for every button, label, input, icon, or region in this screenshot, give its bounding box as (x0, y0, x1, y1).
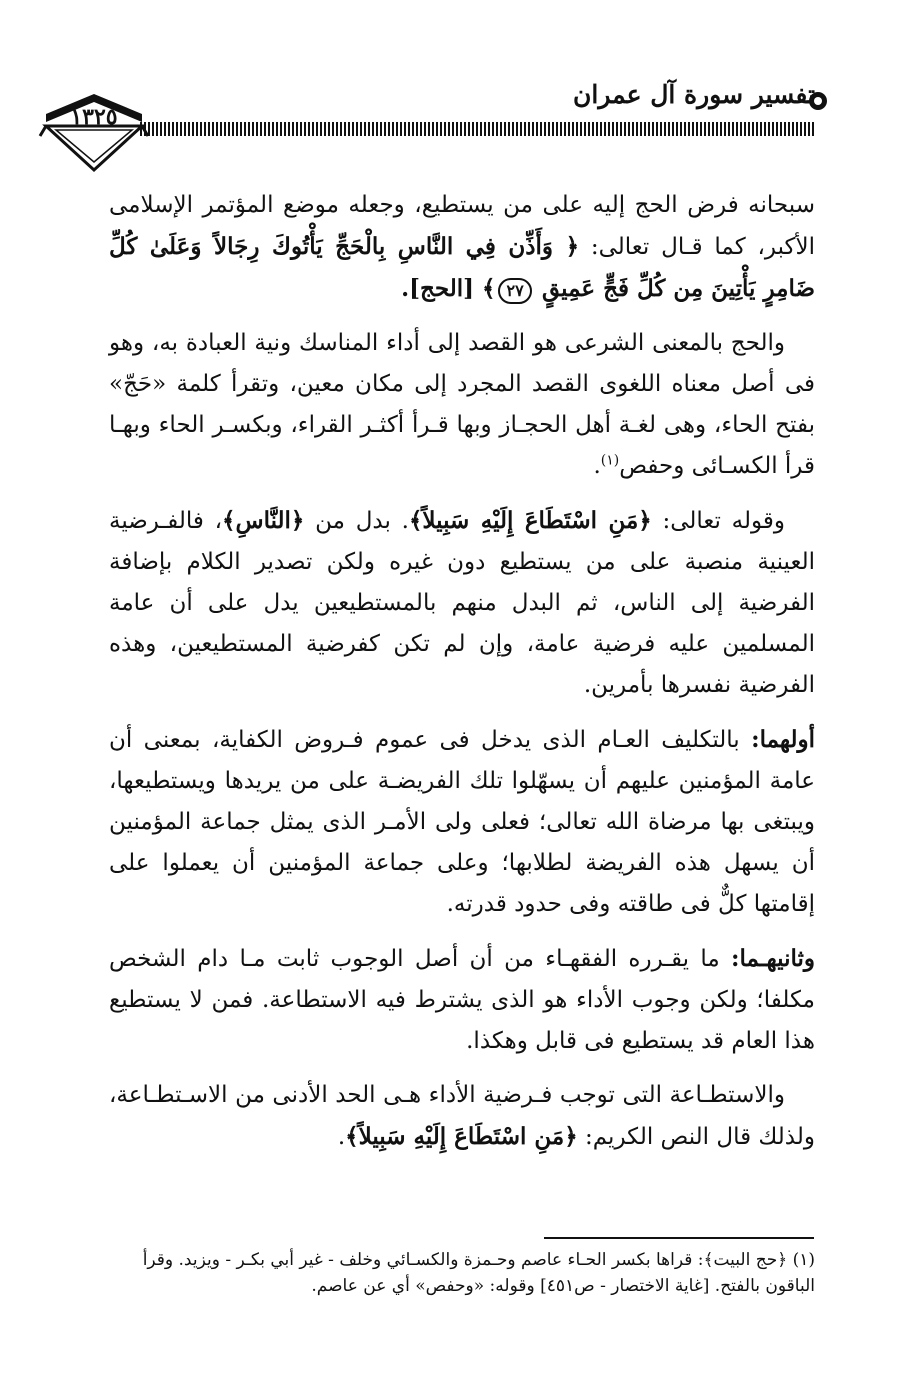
paragraph-2 (109, 323, 815, 487)
point-label: أولهما: (751, 726, 815, 753)
text-run: . بدل من (304, 508, 409, 534)
text-run: ، فالفـرضية العينية منصبة على من يستطيع دون غيره ولكن تصدير الكلام بإضافة الفرضية إلى الناس، ثم البدل منهم بالمستطيعين يدل على أن عامة المسلمين عليه فرضية عامة، وإن لم تكن كفرضية المستطيعين، وهذه الفرضية نفسرها بأمرين. (109, 508, 815, 698)
paragraph-1 (109, 185, 815, 310)
text-run: والحج بالمعنى الشرعى هو القصد إلى أداء المناسك ونية العبادة به، وهو فى أصل معناه اللغوى القصد المجرد إلى مكان معين، وتقرأ كلمة «حَجّ» بفتح الحاء، وهى لغـة أهل الحجـاز وبها قـرأ أكثـر القراء، وبكسـر الحاء وبهـا قرأ الكسـائى وحفص (109, 330, 815, 479)
footnote-rule (544, 1237, 814, 1239)
quran-verse: ﴿النَّاسِ﴾ (222, 507, 305, 534)
footnote-line: (١) ﴿حج البيت﴾: قراها بكسر الحـاء عاصم وحـمزة والكسـائي وخلف - غير أبي بكـر - ويزيد. وقرأ (142, 1250, 815, 1270)
header-rule (140, 122, 815, 136)
quran-verse: ﴿مَنِ اسْتَطَاعَ إِلَيْهِ سَبِيلاً﴾ (408, 507, 652, 534)
paragraph-5 (109, 938, 815, 1062)
page-number: ١٣٢٥ (70, 104, 118, 130)
paragraph-6 (109, 1075, 815, 1158)
quran-close: ﴾ (481, 275, 496, 302)
text-run: . (593, 453, 601, 479)
quran-verse: ﴿ وَأَذِّن فِي النَّاسِ بِالْحَجِّ يَأْتُوكَ رِجَالاً وَعَلَىٰ كُلِّ ضَامِرٍ يَأْتِينَ مِن كُلِّ فَجٍّ عَمِيقٍ (109, 233, 815, 302)
paragraph-4 (109, 719, 815, 925)
text-run: . (337, 1124, 346, 1150)
running-title: تفسير سورة آل عمران (573, 80, 815, 109)
paragraph-3 (109, 500, 815, 706)
text-run: ما يقـرره الفقهـاء من أن أصل الوجوب ثابت مـا دام الشخص مكلفا؛ ولكن وجوب الأداء هو الذى يشترط فيه الاستطاعة. فمن لا يستطيع هذا العام قد يستطيع فى قابل وهكذا. (109, 946, 815, 1054)
ayah-number: ٢٧ (498, 278, 531, 304)
text-run: سبحانه فرض الحج إليه على من يستطيع، وجعله موضع المؤتمر الإسلامى الأكبر، كما قـال تعالى: (109, 192, 815, 260)
surah-ref: [الحج]. (401, 275, 482, 302)
text-run: بالتكليف العـام الذى يدخل فى عموم فـروض الكفاية، بمعنى أن عامة المؤمنين عليهم أن يسهّلوا تلك الفريضـة على من يريدها ويستطيعها، ويبتغى بها مرضاة الله تعالى؛ فعلى ولى الأمـر الذى يمثل جماعة المؤمنين أن يسهل هذه الفريضة لطلابها؛ وعلى جماعة المؤمنين أن يعملوا على إقامتها كلٌّ فى طاقته وفى حدود قدرته. (109, 727, 815, 917)
text-run: وقوله تعالى: (651, 508, 785, 534)
footnote-line: الباقون بالفتح. [غاية الاختصار - ص٤٥١] وقوله: «وحفص» أي عن عاصم. (311, 1276, 815, 1296)
body-text (109, 185, 815, 1158)
point-label: وثانيهـما: (731, 945, 815, 972)
footnote (105, 1247, 815, 1299)
quran-verse: ﴿مَنِ اسْتَطَاعَ إِلَيْهِ سَبِيلاً﴾ (345, 1123, 578, 1150)
text-run: والاستطـاعة التى توجب فـرضية الأداء هـى الحد الأدنى من الاسـتطـاعة، ولذلك قال النص الكريم: (109, 1082, 815, 1150)
footnote-marker: (١) (600, 452, 620, 469)
